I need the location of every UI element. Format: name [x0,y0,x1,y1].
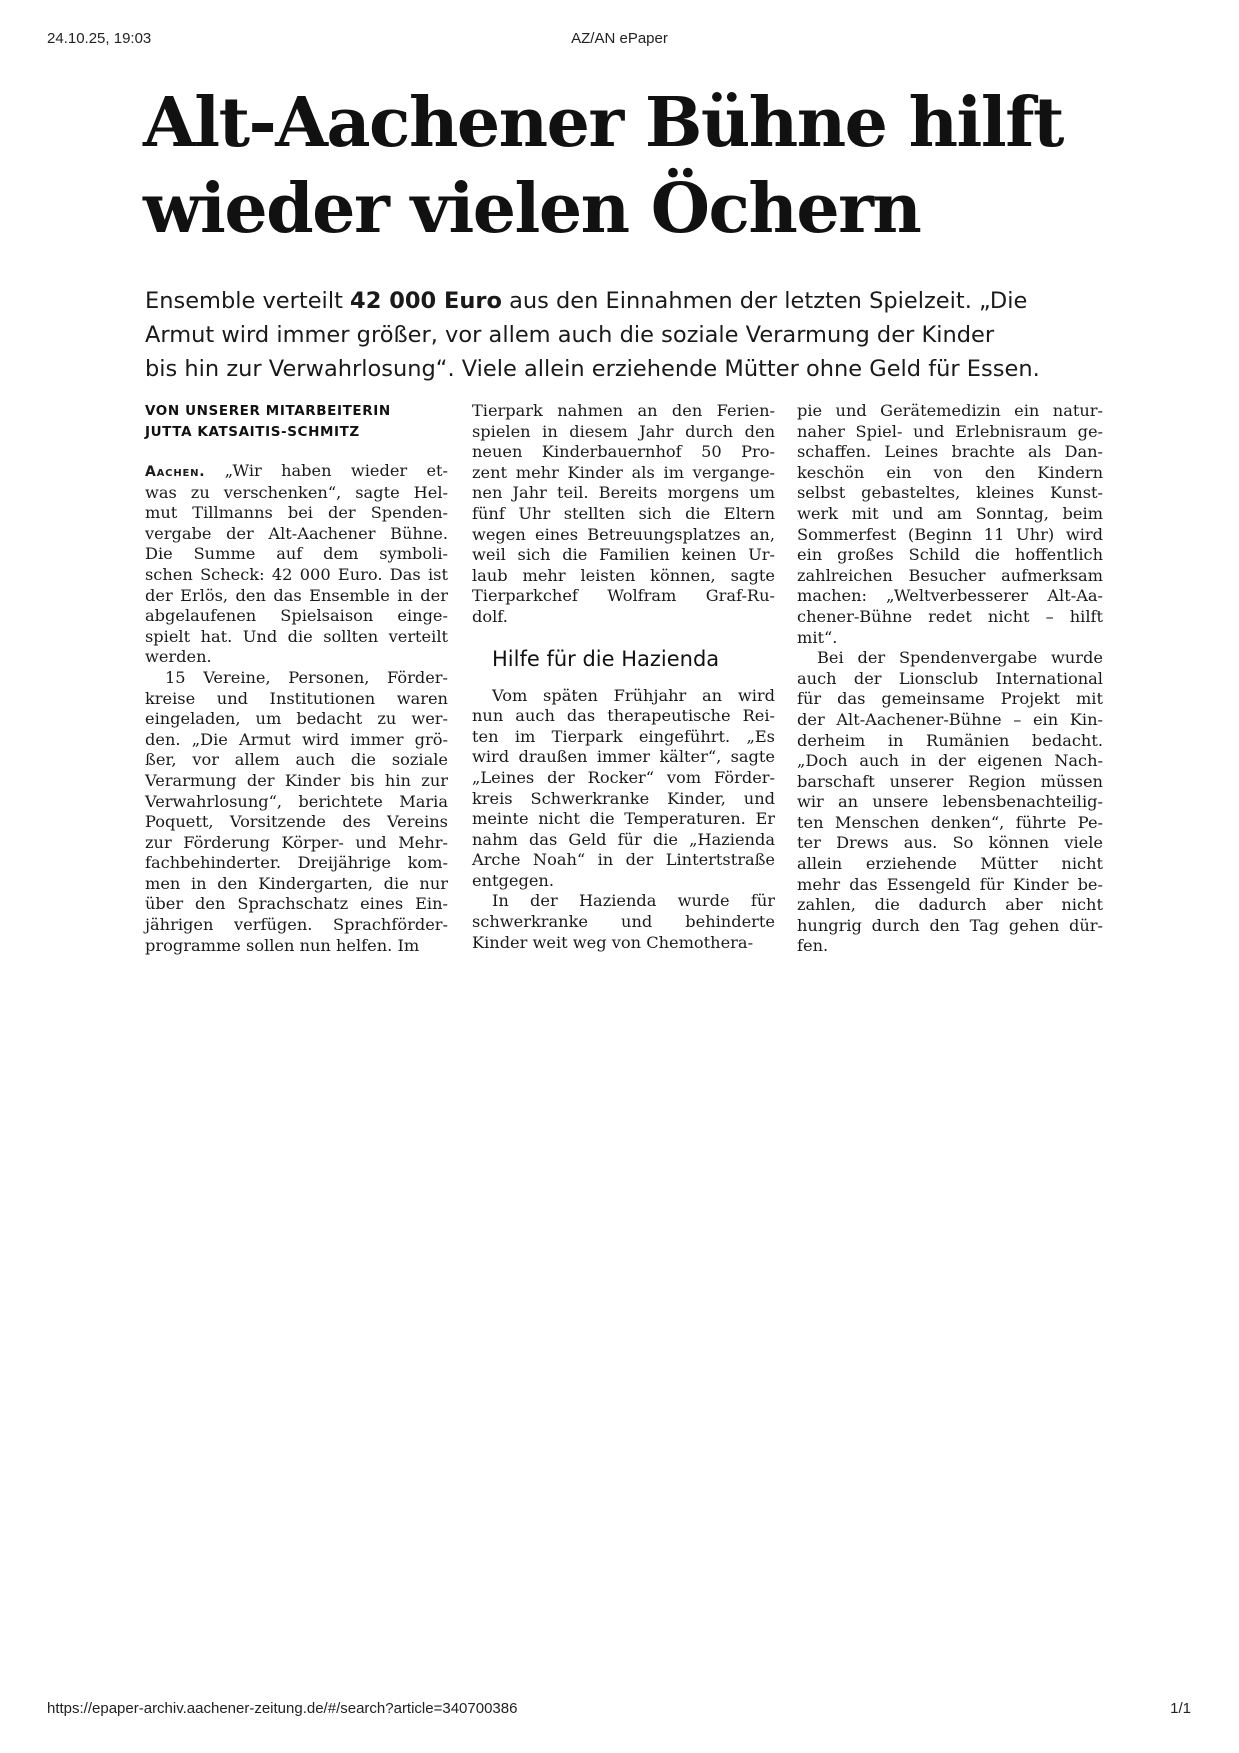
text-line: Arche Noah“ in der Lintertstraße [472,850,775,870]
text-line: Tierpark nahmen an den Ferien- [472,401,775,420]
text-line: schen Scheck: 42 000 Euro. Das ist [145,564,448,584]
article-headline [143,80,1103,252]
text-line: machen: „Weltverbesserer Alt-Aa- [797,586,1103,606]
text-line: zahlen, die dadurch aber nicht [797,895,1103,915]
headline-line: wieder vielen Öchern [143,169,921,249]
teaser-text: Ensemble verteilt [145,288,351,314]
text-line: auch der Lionsclub International [797,668,1103,688]
text-line: abgelaufenen Spielsaison einge- [145,606,448,626]
text-line: neuen Kinderbauernhof 50 Pro- [472,442,775,462]
text-line: nahm das Geld für die „Hazienda [472,829,775,849]
text-line: wird draußen immer kälter“, sagte [472,747,775,767]
text-line: Vom späten Frühjahr an wird [492,685,775,705]
text-line: fünf Uhr stellten sich die Eltern [472,503,775,523]
text-line: derheim in Rumänien bedacht. [797,730,1103,750]
article-column-3 [797,401,1103,957]
text-line: ßer, vor allem auch die soziale [145,750,448,770]
teaser-text: aus den Einnahmen der letzten Spielzeit. „Die [501,288,1028,314]
print-timestamp: 24.10.25, 19:03 [47,30,152,47]
text-line: Poquett, Vorsitzende des Vereins [145,812,448,832]
dateline: Aachen. [145,464,206,480]
text-line: dolf. [472,606,508,626]
text-line: „Wir haben wieder et- [224,461,448,480]
text-line: Tierparkchef Wolfram Graf-Ru- [472,586,775,606]
text-line: werden. [145,647,212,667]
paragraph [145,461,448,668]
text-line: der Alt-Aachener-Bühne – ein Kin- [797,709,1103,729]
text-line: vergabe der Alt-Aachener Bühne. [145,523,448,543]
text-line: Die Summe auf dem symboli- [145,544,448,564]
text-line: zahlreichen Besucher aufmerksam [797,565,1103,585]
text-line: ten im Tierpark eingeführt. „Es [472,726,775,746]
text-line: barschaft unserer Region müssen [797,771,1103,791]
text-line: men in den Kindergarten, die nur [145,873,448,893]
article-column-1 [145,401,448,956]
text-line: meinte nicht die Temperaturen. Er [472,809,775,829]
print-page-count: 1/1 [1170,1700,1191,1717]
print-url: https://epaper-archiv.aachener-zeitung.de/#/search?article=340700386 [47,1700,518,1717]
text-line: Bei der Spendenvergabe wurde [817,648,1103,668]
text-line: ein großes Schild die hoffentlich [797,545,1103,565]
text-line: wegen eines Betreuungsplatzes an, [472,524,775,544]
paragraph [472,401,775,628]
text-line: entgegen. [472,870,554,890]
text-line: Kinder weit weg von Chemothera- [472,932,754,952]
text-line: zent mehr Kinder als im vergange- [472,462,775,482]
text-line: zur Förderung Körper- und Mehr- [145,832,448,852]
text-line: spielen in diesem Jahr durch den [472,421,775,441]
text-line: programme sollen nun helfen. Im [145,935,420,955]
print-page-title: AZ/AN ePaper [571,30,668,47]
text-line: pie und Gerätemedizin ein natur- [797,401,1103,420]
paragraph [797,401,1103,648]
text-line: kreise und Institutionen waren [145,688,448,708]
text-line: naher Spiel- und Erlebnisraum ge- [797,421,1103,441]
text-line: laub mehr leisten können, sagte [472,565,775,585]
text-line: eingeladen, um bedacht zu wer- [145,709,448,729]
text-line: der Erlös, den das Ensemble in der [145,585,448,605]
text-line: weil sich die Familien keinen Ur- [472,545,775,565]
text-line: spielt hat. Und die sollten verteilt [145,626,448,646]
paragraph [797,648,1103,957]
text-line: Verarmung der Kinder bis hin zur [145,770,448,790]
text-line: Verwahrlosung“, berichtete Maria [145,791,448,811]
teaser-line: Armut wird immer größer, vor allem auch die soziale Verarmung der Kinder [145,322,995,348]
text-line: „Doch auch in der eigenen Nach- [797,751,1103,771]
teaser-amount: 42 000 Euro [350,288,502,314]
text-line: schaffen. Leines brachte als Dan- [797,442,1103,462]
text-line: werk mit und am Sonntag, beim [797,503,1103,523]
text-line: über den Sprachschatz eines Ein- [145,894,448,914]
text-line: chener-Bühne redet nicht – hilft [797,606,1103,626]
text-line: allein erziehende Mütter nicht [797,854,1103,874]
teaser-line [145,284,1105,318]
byline-role: VON UNSERER MITARBEITERIN [145,403,391,419]
headline-line: Alt-Aachener Bühne hilft [143,83,1063,163]
text-line: nen Jahr teil. Bereits morgens um [472,483,775,503]
text-line: hungrig durch den Tag gehen dür- [797,915,1103,935]
text-line: kreis Schwerkranke Kinder, und [472,788,775,808]
text-line: fen. [797,936,829,956]
text-line: Sommerfest (Beginn 11 Uhr) wird [797,524,1103,544]
text-line: „Leines der Rocker“ vom Förder- [472,767,775,787]
text-line: In der Hazienda wurde für [492,891,775,911]
text-line: mut Tillmanns bei der Spenden- [145,503,448,523]
subheading: Hilfe für die Hazienda [492,646,720,671]
text-line: selbst gebasteltes, kleines Kunst- [797,483,1103,503]
article-teaser [145,284,1105,386]
text-line: den. „Die Armut wird immer grö- [145,729,448,749]
text-line: was zu verschenken“, sagte Hel- [145,482,448,502]
byline-author: JUTTA KATSAITIS-SCHMITZ [145,424,360,440]
text-line: schwerkranke und behinderte [472,912,775,932]
text-line: fachbehinderter. Dreijährige kom- [145,853,448,873]
teaser-line: bis hin zur Verwahrlosung“. Viele allein erziehende Mütter ohne Geld für Essen. [145,356,1040,382]
paragraph [145,668,448,956]
paragraph [472,891,775,953]
text-line: nun auch das therapeutische Rei- [472,706,775,726]
article-column-2 [472,401,775,953]
text-line: wir an unsere lebensbenachteilig- [797,792,1103,812]
text-line: jährigen verfügen. Sprachförder- [145,915,448,935]
text-line: mit“. [797,627,838,647]
text-line: mehr das Essengeld für Kinder be- [797,874,1103,894]
paragraph [472,686,775,892]
text-line: ter Drews aus. So können viele [797,833,1103,853]
text-line: 15 Vereine, Personen, Förder- [165,667,448,687]
text-line: ten Menschen denken“, führte Pe- [797,812,1103,832]
byline [145,401,448,443]
text-line: für das gemeinsame Projekt mit [797,689,1103,709]
text-line: keschön ein von den Kindern [797,462,1103,482]
